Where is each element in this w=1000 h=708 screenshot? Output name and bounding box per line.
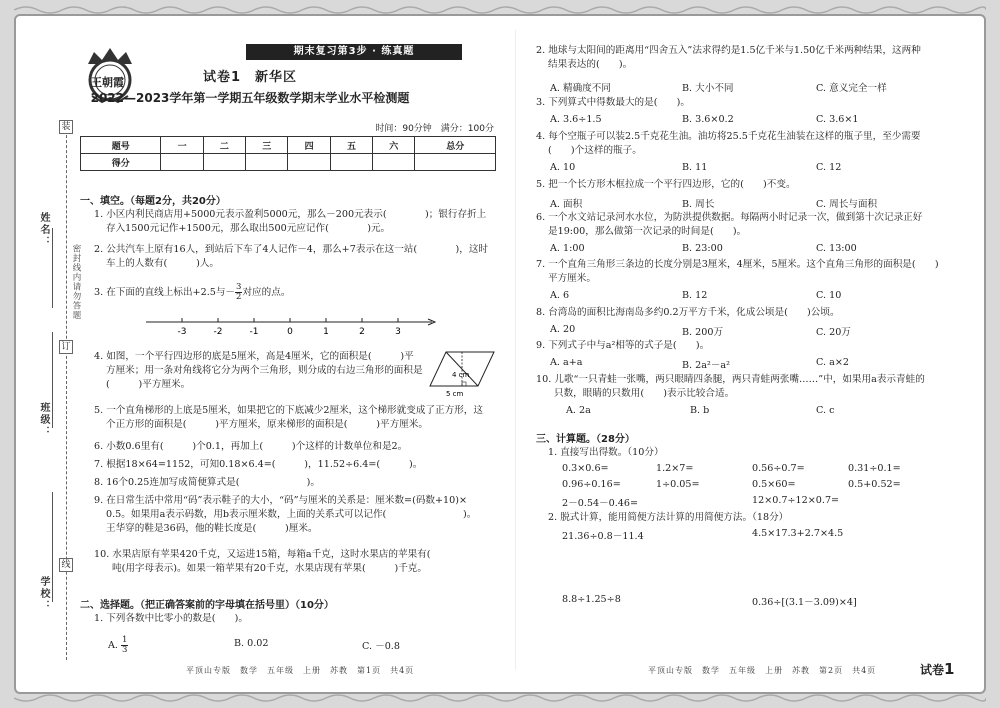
oral-calc: 0.31÷0.1= [848, 463, 901, 474]
school-label: 学校： [38, 576, 49, 612]
number-line-label: 0 [287, 327, 293, 337]
paper-number: 试卷1 新华区 [202, 70, 298, 85]
paper-title [0, 66, 500, 106]
score-header: 总分 [415, 137, 496, 154]
fill-question-5: 5. 一个直角梯形的上底是5厘米，如果把它的下底减少2厘米，这个梯形就变成了正方形，这 个正方形的面积是( )平方厘米，原来梯形的面积是( )平方厘米。 [94, 405, 483, 430]
time-info: 时间：90分钟 满分：100分 [375, 124, 494, 134]
paper-subtitle: 2022—2023学年第一学期五年级数学期末学业水平检测题 [90, 91, 410, 105]
number-line-label: -1 [249, 327, 259, 337]
step-calc: 21.36÷0.8－11.4 [562, 531, 644, 542]
section2-title: 二、选择题。（把正确答案前的字母填在括号里）（10分） [80, 600, 334, 611]
number-line-label: 2 [359, 327, 365, 337]
score-header: 题号 [81, 137, 161, 154]
choice-question-6: 6. 一个水文站记录河水水位，为防洪提供数据。每隔两小时记录一次，做到第十次记录正好 是19:00，那么做第一次记录的时间是( )。 [536, 212, 923, 237]
choice-question-10: 10. 儿歌“一只青蛙一张嘴，两只眼睛四条腿，两只青蛙两张嘴……”中，如果用a表示青蛙的 只数，眼睛的只数用( )表示比较合适。 [536, 374, 925, 399]
bind-mark-ding: 订 [59, 340, 73, 354]
bind-mark-zhuang: 装 [59, 120, 73, 134]
score-row-label: 得分 [81, 154, 161, 171]
option-a[interactable]: A. 20 [550, 324, 576, 335]
class-label: 班级： [38, 402, 49, 438]
oral-calc: 1.2×7= [656, 463, 694, 474]
logo-text: 王朝霞 [91, 76, 124, 89]
option-c[interactable]: C. 12 [816, 162, 842, 173]
fraction-1-over-3: $\frac{1}{3}$ [122, 635, 128, 655]
option-a[interactable]: A. 2a [566, 405, 591, 416]
oral-calc: 0.56÷0.7= [752, 463, 805, 474]
footer-left: 平顶山专版 数学 五年级 上册 苏教 第1页 共4页 [186, 666, 415, 675]
score-header: 三 [246, 137, 288, 154]
fill-question-4: 4. 如图，一个平行四边形的底是5厘米，高是4厘米，它的面积是( )平 方厘米；用一条对角线将它分为两个三角形，则分成的右边三角形的面积是 ( )平方厘米。 [94, 351, 423, 390]
option-a[interactable]: A. 面积 [550, 199, 583, 210]
fill-question-1: 1. 小区内利民商店用+5000元表示盈利5000元，那么－200元表示( )；银行存折上 存入1500元记作+1500元，那么取出500元应记作( )元。 [94, 209, 487, 234]
bind-mark-xian: 线 [59, 558, 73, 572]
oral-calc: 12×0.7÷12×0.7= [752, 495, 840, 506]
page-badge: 试卷1 [920, 660, 955, 678]
option-b[interactable]: B. 0.02 [234, 638, 269, 649]
option-c[interactable]: C. 3.6×1 [816, 114, 859, 125]
fill-question-9: 9. 在日常生活中常用“码”表示鞋子的大小，“码”与厘米的关系是：厘米数=(码数+10)× 0.5。如果用a表示码数，用b表示厘米数，上面的关系式可以记作( )。 王华穿的鞋是36码，他的鞋长度是( )厘米。 [94, 495, 477, 534]
option-a[interactable]: A. $\frac{1}{3}$ [108, 635, 128, 655]
calc-question-2: 2. 脱式计算，能用简便方法计算的用简便方法。（18分） [548, 512, 789, 523]
wavy-border-bottom [14, 692, 986, 706]
footer-right: 平顶山专版 数学 五年级 上册 苏教 第2页 共4页 [648, 666, 877, 675]
score-header: 六 [373, 137, 415, 154]
choice-question-8: 8. 台湾岛的面积比海南岛多约0.2万平方千米，化成公顷是( )公顷。 [536, 307, 840, 318]
option-b[interactable]: B. 周长 [682, 199, 715, 210]
option-b[interactable]: B. 200万 [682, 327, 724, 338]
option-b[interactable]: B. 2a²－a² [682, 360, 730, 371]
option-a[interactable]: A. 6 [550, 290, 570, 301]
section1-title: 一、填空。（每题2分，共20分） [80, 196, 226, 207]
option-c[interactable]: C. c [816, 405, 835, 416]
score-cell[interactable] [373, 154, 415, 171]
number-line-label: -3 [177, 327, 187, 337]
oral-calc: 0.5+0.52= [848, 479, 901, 490]
oral-calc: 0.96÷0.16= [562, 479, 621, 490]
option-c[interactable]: C. 意义完全一样 [816, 83, 887, 94]
score-cell[interactable] [288, 154, 330, 171]
option-c[interactable]: C. 20万 [816, 327, 851, 338]
option-b[interactable]: B. 23:00 [682, 243, 723, 254]
option-b[interactable]: B. 11 [682, 162, 708, 173]
name-label: 姓名： [38, 212, 49, 248]
oral-calc: 0.3×0.6= [562, 463, 609, 474]
number-line-label: 3 [395, 327, 401, 337]
option-b[interactable]: B. 12 [682, 290, 708, 301]
option-c[interactable]: C. 周长与面积 [816, 199, 878, 210]
score-table [80, 136, 496, 171]
option-a[interactable]: A. 1:00 [550, 243, 585, 254]
option-c[interactable]: C. 13:00 [816, 243, 857, 254]
fill-question-2: 2. 公共汽车上原有16人，到站后下车了4人记作－4，那么+7表示在这一站( )，这时 车上的人数有( )人。 [94, 244, 489, 269]
fraction-3-over-2: $\frac{3}{2}$ [236, 282, 242, 302]
fill-question-8: 8. 16个0.25连加写成简便算式是( )。 [94, 477, 320, 488]
fig-height-label: 4 cm [452, 371, 470, 379]
choice-question-1: 1. 下列各数中比零小的数是( )。 [94, 613, 249, 624]
score-header: 五 [330, 137, 372, 154]
option-c[interactable]: C. a×2 [816, 357, 849, 368]
number-line[interactable] [146, 316, 436, 340]
option-c[interactable]: C. －0.8 [362, 641, 400, 652]
step-calc: 4.5×17.3+2.7×4.5 [752, 528, 844, 539]
choice-question-2: 2. 地球与太阳间的距离用“四舍五入”法求得约是1.5亿千米与1.50亿千米两种结果，这两种 结果表达的( )。 [536, 45, 921, 70]
oral-calc: 2－0.54－0.46= [562, 498, 639, 509]
option-b[interactable]: B. b [690, 405, 710, 416]
choice-question-7: 7. 一个直角三角形三条边的长度分别是3厘米，4厘米，5厘米。这个直角三角形的面积是( ) 平方厘米。 [536, 259, 939, 284]
option-b[interactable]: B. 3.6×0.2 [682, 114, 734, 125]
seal-note: 密封线内请勿答题 [71, 244, 81, 320]
number-line-label: 1 [323, 327, 329, 337]
option-a[interactable]: A. 精确度不同 [550, 83, 611, 94]
number-line-label: -2 [213, 327, 223, 337]
option-a[interactable]: A. 10 [550, 162, 576, 173]
score-header: 四 [288, 137, 330, 154]
choice-1-options [108, 634, 448, 654]
center-fold [515, 30, 516, 670]
oral-calc: 0.5×60= [752, 479, 796, 490]
score-cell[interactable] [203, 154, 245, 171]
score-header: 一 [161, 137, 203, 154]
calc-question-1: 1. 直接写出得数。（10分） [548, 447, 664, 458]
step-banner: 期末复习第3步 · 练真题 [246, 44, 462, 60]
fill-question-7: 7. 根据18×64=1152，可知0.18×6.4=( )，11.52÷6.4=( )。 [94, 459, 423, 470]
fig-base-label: 5 cm [446, 390, 464, 398]
option-c[interactable]: C. 10 [816, 290, 842, 301]
choice-question-4: 4. 每个空瓶子可以装2.5千克花生油。油坊将25.5千克花生油装在这样的瓶子里，至少需要 ( )个这样的瓶子。 [536, 131, 921, 156]
option-a[interactable]: A. 3.6÷1.5 [550, 114, 602, 125]
step-calc: 8.8÷1.25÷8 [562, 594, 621, 605]
fill-question-10: 10. 水果店原有苹果420千克，又运进15箱，每箱a千克，这时水果店的苹果有( 吨(用字母表示)。如果一箱苹果有20千克，水果店现有苹果( )千克。 [94, 549, 489, 574]
step-calc: 0.36÷[(3.1－3.09)×4] [752, 597, 857, 608]
fill-question-6: 6. 小数0.6里有( )个0.1，再加上( )个这样的计数单位和是2。 [94, 441, 408, 452]
score-cell[interactable] [161, 154, 203, 171]
choice-question-9: 9. 下列式子中与a²相等的式子是( )。 [536, 340, 710, 351]
score-cell[interactable] [415, 154, 496, 171]
section3-title: 三、计算题。（28分） [536, 434, 635, 445]
score-cell[interactable] [330, 154, 372, 171]
choice-question-3: 3. 下列算式中得数最大的是( )。 [536, 97, 691, 108]
score-cell[interactable] [246, 154, 288, 171]
option-b[interactable]: B. 大小不同 [682, 83, 734, 94]
oral-calc: 1÷0.05= [656, 479, 700, 490]
choice-question-5: 5. 把一个长方形木框拉成一个平行四边形，它的( )不变。 [536, 179, 796, 190]
option-a[interactable]: A. a+a [550, 357, 583, 368]
parallelogram-figure [428, 348, 496, 398]
score-header: 二 [203, 137, 245, 154]
fill-question-3: 3. 在下面的直线上标出+2.5与－ $\frac{3}{2}$ 对应的点。 [94, 282, 291, 302]
